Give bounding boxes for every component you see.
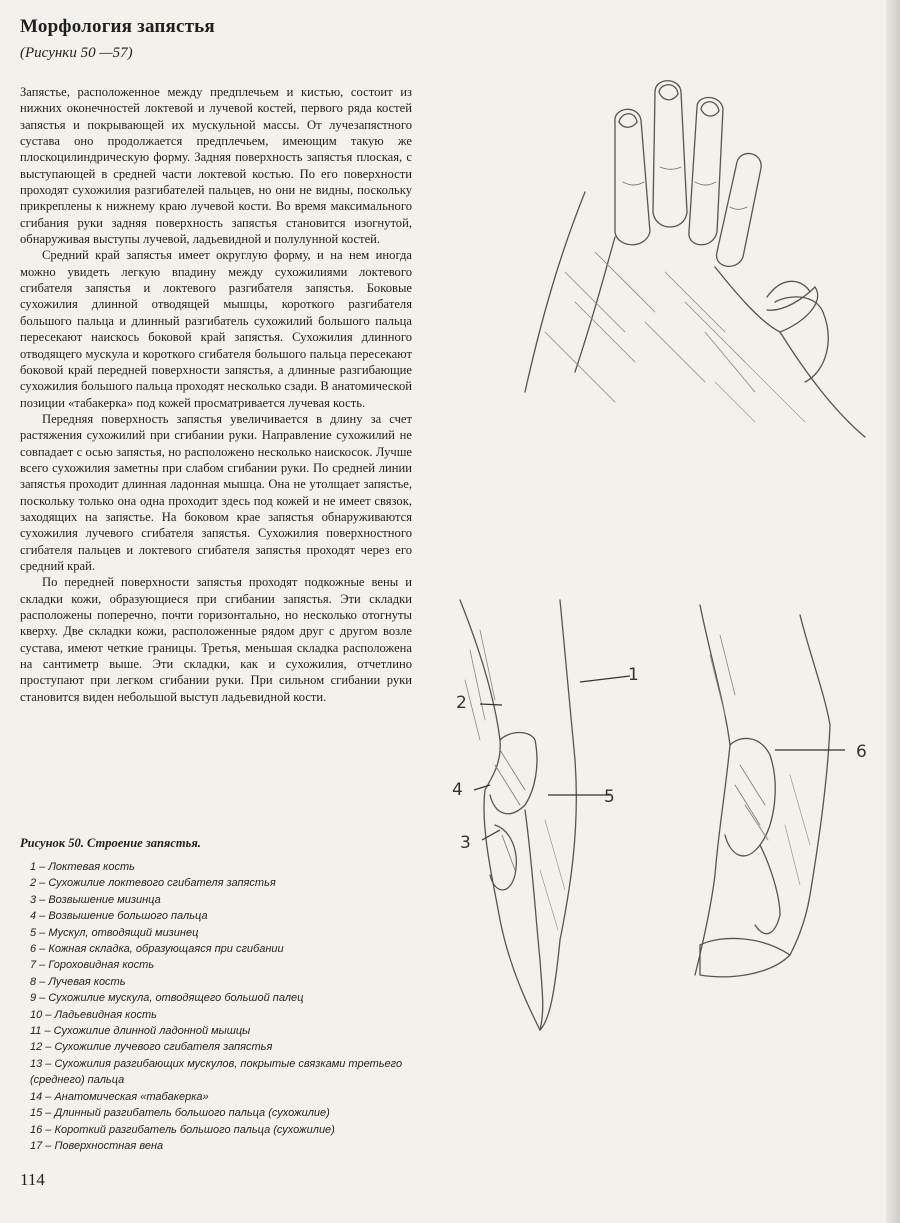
wrist-front-illustration: [680, 595, 890, 995]
figure-legend: [30, 859, 420, 1154]
legend-item: 16 – Короткий разгибатель большого пальца (сухожилие): [30, 1123, 335, 1136]
legend-item: 10 – Ладьевидная кость: [30, 1008, 157, 1021]
figure-label: 3: [460, 833, 471, 853]
legend-item: 7 – Гороховидная кость: [30, 959, 155, 972]
page-number: 114: [20, 1170, 45, 1189]
legend-item: 6 – Кожная складка, образующаяся при сгибании: [30, 943, 284, 956]
figure-caption-title: Рисунок 50. Строение запястья.: [20, 836, 201, 850]
paragraph: По передней поверхности запястья проходят подкожные вены и складки кожи, образующиеся при сгибании запястья. Эти складки расположены поперечно, почти горизонтально, но несколько отогнуты кверху. Две складки кожи, расположенные рядом друг с другом возле сустава, имеют четкие границы. Третья, меньшая складка расположена на сантиметр выше. Эти складки, как и сухожилия, отчетлино проступают при легком сгибании руки. При сильном сгибании руки становится виден небольшой выступ ладьевидной кости.: [20, 575, 412, 704]
page-edge-shadow: [886, 0, 900, 1223]
legend-item: 3 – Возвышение мизинца: [30, 893, 161, 906]
body-text: [20, 84, 412, 705]
paragraph: Передняя поверхность запястья увеличивается в длину за счет растяжения сухожилий при сгибании руки. Направление сухожилий не совпадает с осью запястья, но расположено несколько наискосок. Лучше всего сухожилия заметны при слабом сгибании руки. По средней линии запястья проходит длинная ладонная мышца. Она не утолщает запястье, поскольку только она одна проходит здесь под кожей и не имеет связок, заходящих на запястье. На боковом крае запястья обнаруживаются сухожилия лучевого сгибателя запястья. Сухожилия поверхностного сгибателя пальцев и локтевого сгибателя запястья проходят через его средний край.: [20, 411, 412, 573]
paragraph: Средний край запястья имеет округлую форму, и на нем иногда можно увидеть легкую впадину между сухожилиями локтевого сгибателя запястья и локтевого разгибателя запястья. Боковые сухожилия длинной отводящей мышцы, короткого разгибателя большого пальца и длинный разгибатель сухожилий большого пальца пересекают наискось боковой край запястья. Сухожилия длинного отводящего мускула и короткого сгибателя большого пальца пересекают боковой край передней поверхности запястья, а длинные разгибающие сухожилия большого пальца проходят несколько сзади. В анатомической позиции «табакерка» под кожей просматривается лучевая кость.: [20, 248, 412, 410]
figure-reference: (Рисунки 50 —57): [20, 45, 133, 61]
legend-item: 15 – Длинный разгибатель большого пальца (сухожилие): [30, 1107, 330, 1120]
legend-item: 2 – Сухожилие локтевого сгибателя запястья: [30, 877, 276, 890]
figure-label: 6: [856, 742, 867, 762]
legend-item: 8 – Лучевая кость: [30, 975, 126, 988]
page-title: Морфология запястья: [20, 16, 215, 37]
legend-item: 1 – Локтевая кость: [30, 861, 135, 873]
legend-item: 5 – Мускул, отводящий мизинец: [30, 926, 199, 939]
legend-item: 4 – Возвышение большого пальца: [30, 910, 208, 923]
hand-back-illustration: [505, 72, 885, 442]
figure-label: 5: [604, 787, 615, 807]
legend-item: 17 – Поверхностная вена: [30, 1139, 164, 1152]
figure-label: 4: [452, 780, 463, 800]
figure-label: 2: [456, 693, 467, 713]
paragraph: Запястье, расположенное между предплечьем и кистью, состоит из нижних оконечностей локтевой и лучевой костей, первого ряда костей запястья и покрывающей их мускульной массы. От лучезапястного сустава оно продолжается предплечьем, имеющим такую же плоскоцилиндрическую форму. Задняя поверхность запястья плоская, с выступающей в средней части локтевой костью. По его поверхности проходят сухожилия разгибателей пальцев, но они не видны, поскольку прикреплены к нижнему краю лучевой кости. Во время максимального сгибания руки задняя поверхность запястья становится изогнутой, обнаруживая выступы лучевой, ладьевидной и полулунной костей.: [20, 85, 412, 247]
legend-item: 9 – Сухожилие мускула, отводящего большой палец: [30, 992, 304, 1005]
wrist-side-illustration: [440, 590, 650, 1040]
legend-item: 14 – Анатомическая «табакерка»: [30, 1090, 209, 1103]
figure-label: 1: [628, 665, 639, 685]
legend-item: 12 – Сухожилие лучевого сгибателя запястья: [30, 1041, 273, 1054]
legend-item: 11 – Сухожилие длинной ладонной мышцы: [30, 1025, 251, 1038]
legend-item: 13 – Сухожилия разгибающих мускулов, покрытые связками третьего (среднего) пальца: [30, 1057, 403, 1087]
